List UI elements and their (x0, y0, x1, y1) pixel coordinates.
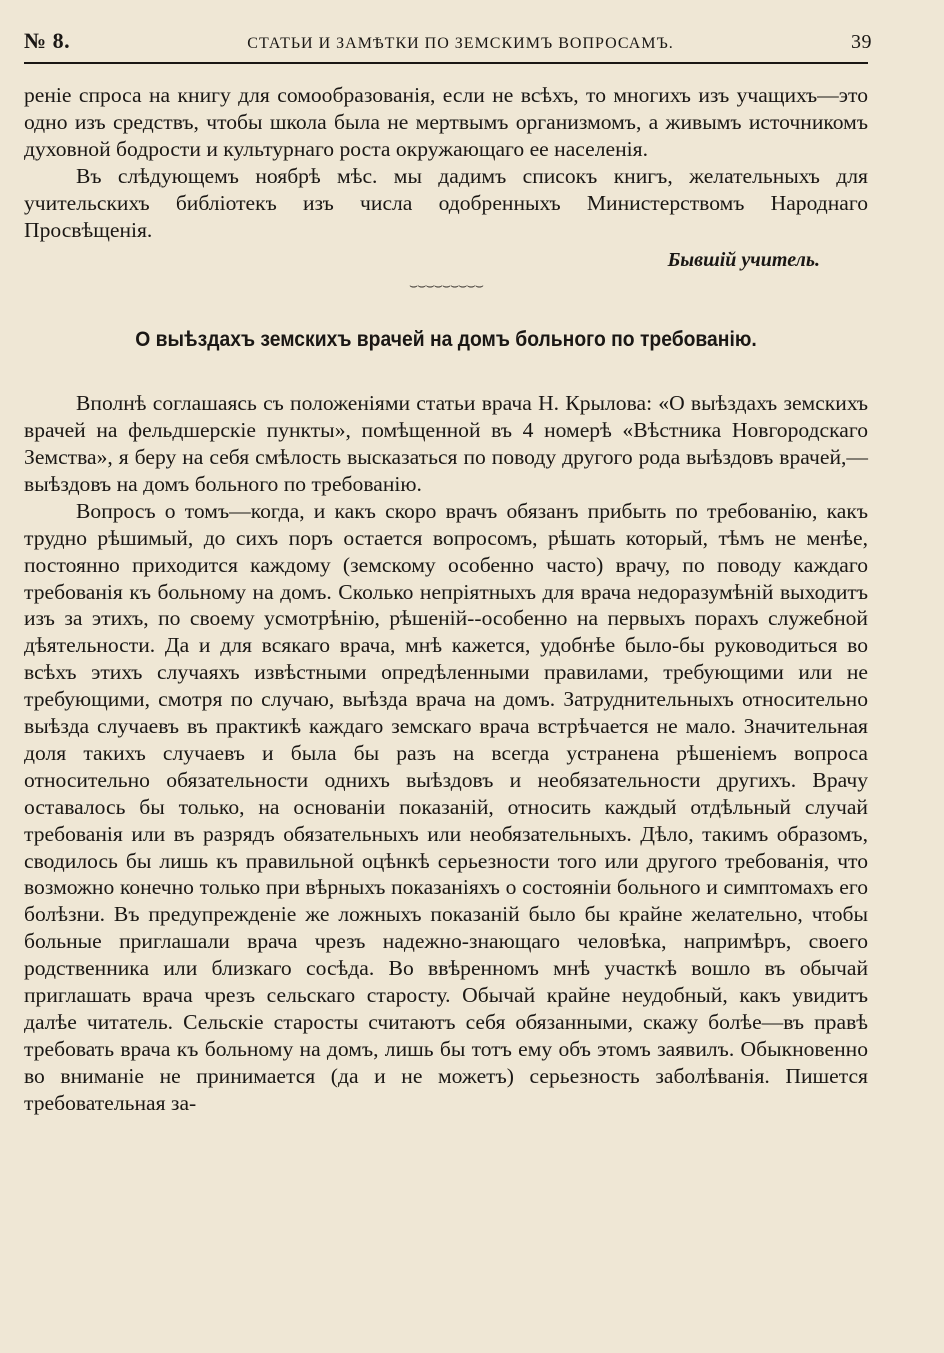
running-title: СТАТЬИ И ЗАМѢТКИ ПО ЗЕМСКИМЪ ВОПРОСАМЪ. (247, 35, 674, 52)
article-paragraph-1: Вполнѣ соглашаясь съ положеніями статьи врача Н. Крылова: «О выѣздахъ земскихъ врачей на фельдшерскіе пункты», помѣщенной въ 4 номерѣ «Вѣстника Новгородскаго Земства», я беру на себя смѣлость высказаться по поводу другого рода выѣздовъ врачей,—выѣздовъ на домъ больного по требованію. (24, 391, 868, 496)
article-paragraph-2: Вопросъ о томъ—когда, и какъ скоро врачъ обязанъ прибыть по требованію, какъ трудно рѣшимый, до сихъ поръ остается вопросомъ, рѣшать который, тѣмъ не менѣе, постоянно приходится каждому (земскому особенно часто) врачу, по поводу каждаго требованія къ больному на домъ. Сколько непріятныхъ для врача недоразумѣній выходитъ изъ за этихъ, по своему усмотрѣнію, рѣшеній--особенно на первыхъ порахъ служебной дѣятельности. Да и для всякаго врача, мнѣ кажется, удобнѣе было-бы руководиться во всѣхъ этихъ случаяхъ извѣстными опредѣленными правилами, требующими или не требующими, смотря по случаю, выѣзда врача на домъ. Затруднительныхъ относительно выѣзда случаевъ въ практикѣ каждаго земскаго врача встрѣчается не мало. Значительная доля такихъ случаевъ и была бы разъ на всегда устранена рѣшеніемъ вопроса относительно обязательности однихъ выѣздовъ и необязательности другихъ. Врачу оставалось бы только, на основаніи показаній, относить каждый отдѣльный случай требованія или въ разрядъ обязательныхъ или необязательныхъ. Дѣло, такимъ образомъ, сводилось бы лишь къ правильной оцѣнкѣ серьезности того или другого требованія, что возможно конечно только при вѣрныхъ показаніяхъ о состояніи больного и симптомахъ его болѣзни. Въ предупрежденіе же ложныхъ показаній было бы крайне желательно, чтобы больные приглашали врача чрезъ надежно-знающаго человѣка, напримѣръ, своего родственника или близкаго сосѣда. Во ввѣренномъ мнѣ участкѣ вошло въ обычай приглашать врача чрезъ сельскаго старосту. Обычай крайне неудобный, какъ увидитъ далѣе читатель. Сельскіе старосты считаютъ себя обязанными, скажу болѣе—въ правѣ требовать врача къ больному на домъ, лишь бы тотъ ему объ этомъ заявилъ. Обыкновенно во вниманіе не принимается (да и не можетъ) серьезность заболѣванія. Пишется требовательная за- (24, 498, 868, 1115)
page-number: 39 (850, 31, 872, 53)
running-header (24, 28, 872, 58)
ornament-divider: ⌣⌣⌣⌣⌣⌣⌣⌣⌣ (409, 279, 483, 295)
body-text (24, 82, 868, 1117)
article-heading: О выѣздахъ земскихъ врачей на домъ больного по требованію. (135, 328, 757, 352)
header-rule (24, 62, 868, 64)
signature: Бывшій учитель. (667, 249, 820, 272)
issue-number: № 8. (24, 28, 71, 53)
intro-paragraph-2: Въ слѣдующемъ ноябрѣ мѣс. мы дадимъ списокъ книгъ, желательныхъ для учительскихъ библіотекъ изъ числа одобренныхъ Министерствомъ Народнаго Просвѣщенія. (24, 163, 868, 242)
intro-paragraph-1: реніе спроса на книгу для сомообразованія, если не всѣхъ, то многихъ изъ учащихъ—это одно изъ средствъ, чтобы школа была не мертвымъ организмомъ, а живымъ источникомъ духовной бодрости и культурнаго роста окружающаго ее населенія. (24, 83, 868, 161)
